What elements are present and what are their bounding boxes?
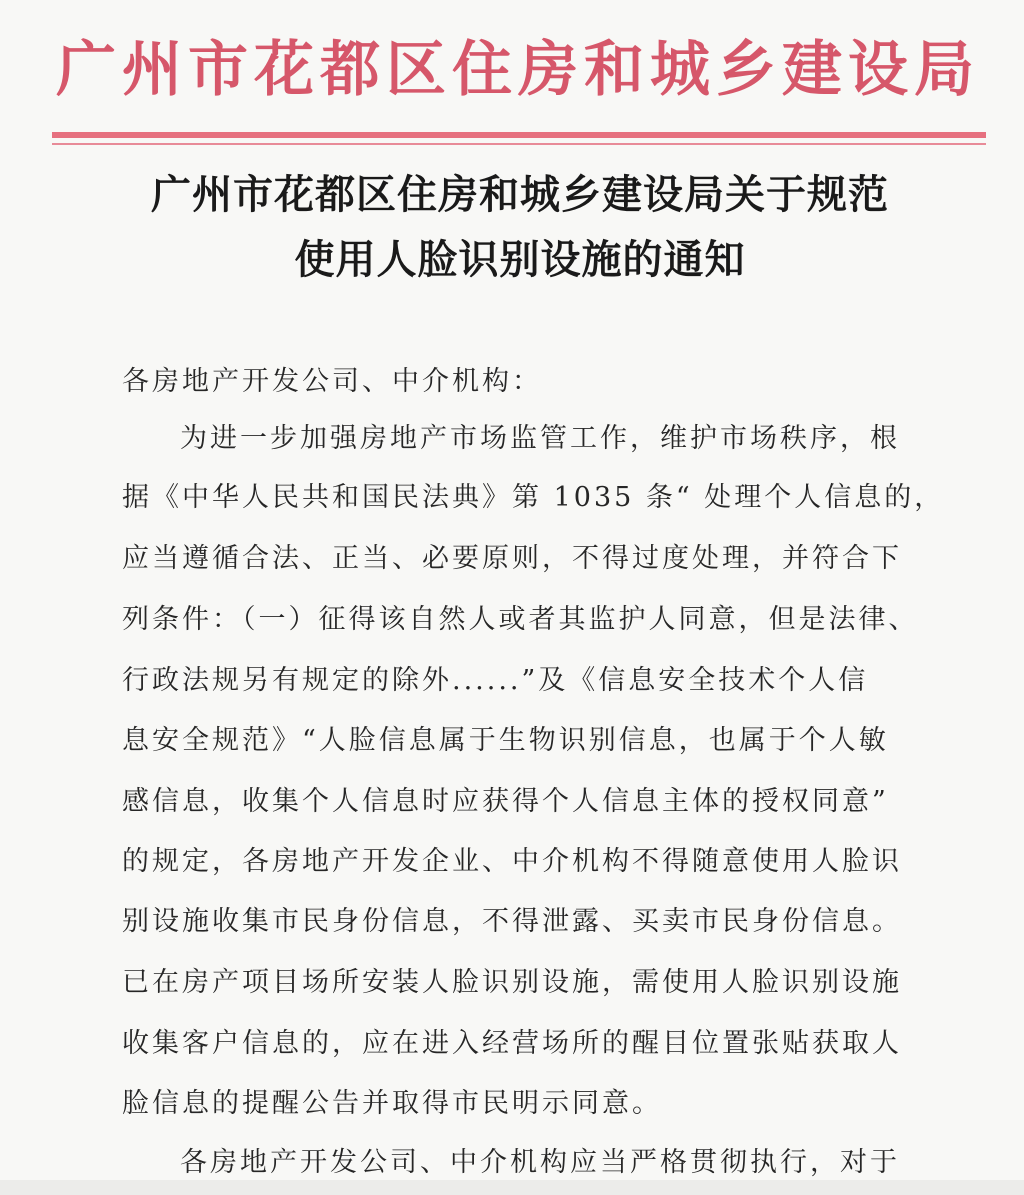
paragraph1-line: 已在房产项目场所安装人脸识别设施，需使用人脸识别设施	[122, 967, 902, 998]
notice-title-line-2: 使用人脸识别设施的通知	[294, 237, 746, 283]
salutation: 各房地产开发公司、中介机构：	[122, 366, 542, 397]
page-bottom-edge	[0, 1180, 1024, 1195]
paragraph2-line: 各房地产开发公司、中介机构应当严格贯彻执行，对于	[180, 1147, 900, 1178]
paragraph1-line: 感信息，收集个人信息时应获得个人信息主体的授权同意”	[122, 786, 889, 817]
paragraph1-line: 应当遵循合法、正当、必要原则，不得过度处理，并符合下	[122, 543, 902, 574]
paragraph1-line: 的规定，各房地产开发企业、中介机构不得随意使用人脸识	[122, 846, 902, 877]
paragraph1-line: 据《中华人民共和国民法典》第 1035 条“ 处理个人信息的，	[122, 482, 945, 513]
letterhead-title: 广州市花都区住房和城乡建设局	[56, 35, 980, 105]
notice-title-line-1: 广州市花都区住房和城乡建设局关于规范	[151, 172, 889, 218]
letterhead-rule-thick	[52, 132, 986, 138]
paragraph1-line: 脸信息的提醒公告并取得市民明示同意。	[122, 1088, 662, 1119]
letterhead-rule-thin	[52, 143, 986, 145]
paragraph1-line: 为进一步加强房地产市场监管工作，维护市场秩序，根	[180, 423, 900, 454]
paragraph1-line: 收集客户信息的，应在进入经营场所的醒目位置张贴获取人	[122, 1028, 902, 1059]
paragraph1-line: 别设施收集市民身份信息，不得泄露、买卖市民身份信息。	[122, 906, 902, 937]
paragraph1-line: 行政法规另有规定的除外......”及《信息安全技术个人信	[122, 665, 869, 696]
paragraph1-line: 列条件：（一）征得该自然人或者其监护人同意，但是法律、	[122, 604, 919, 635]
paragraph1-line: 息安全规范》“人脸信息属于生物识别信息，也属于个人敏	[122, 725, 889, 756]
